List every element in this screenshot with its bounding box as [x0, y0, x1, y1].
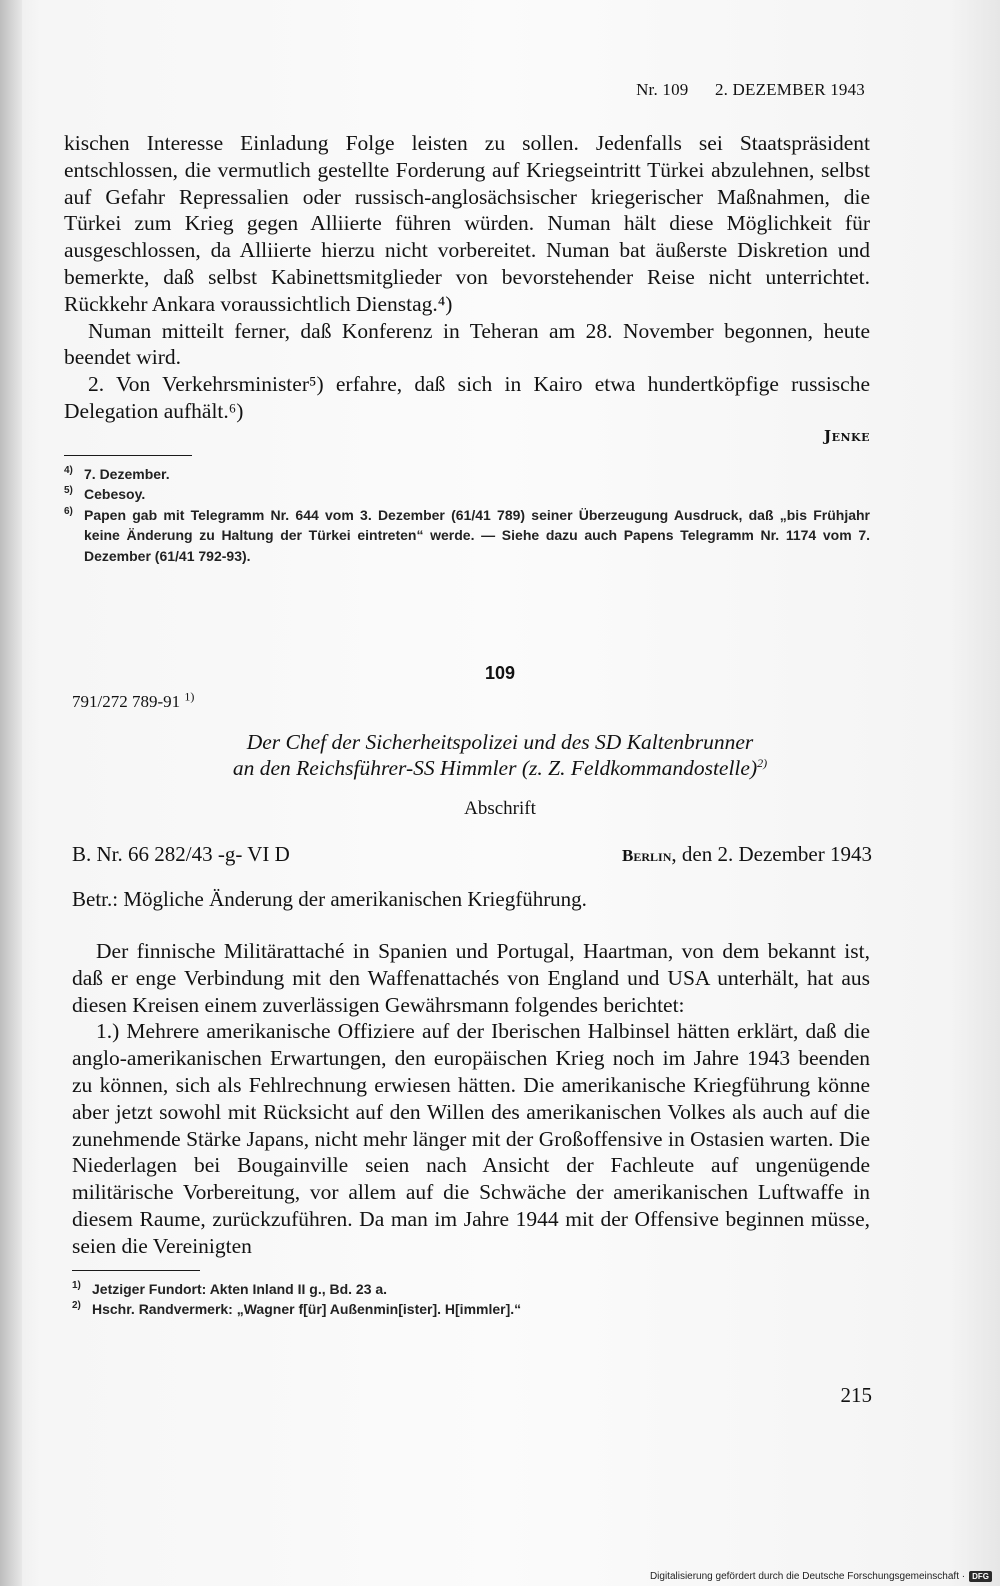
body-paragraph: 1.) Mehrere amerikanische Offiziere auf der Iberischen Halbinsel hätten erklärt, daß die anglo-amerikanischen Erwartungen, den europäischen Krieg noch im Jahre 1943 beenden zu können, sich als Fehlrechnung erwiesen hätten. Die amerikanische Kriegführung könne aber jetzt sowohl mit Rücksicht auf den Willen des amerikanischen Volkes als auch auf die zunehmende Stärke Japans, nicht mehr länger mit der Großoffensive in Ostasien warten. Die Niederlagen bei Bougainville seien nach Ansicht der Fachleute auf ungenügende militärische Vorbereitung, vor allem auf die Schwäche der amerikanischen Luftwaffe in diesem Raume, zurückzuführen. Da man im Jahre 1944 mit der Offensive beginnen müsse, seien die Vereinigten [72, 1019, 870, 1258]
page-gutter-shadow [0, 0, 22, 1586]
footnote-number: 2) [72, 1300, 81, 1312]
body-paragraph: Der finnische Militärattaché in Spanien und Portugal, Haartman, von dem bekannt ist, daß er enge Verbindung mit den Waffenattachés von England und USA unterhält, hat aus diesen Kreisen einem zuverlässigen Gewährsmann folgendes berichtet: [72, 939, 870, 1017]
running-header [614, 80, 865, 100]
footnote-number: 5) [64, 485, 73, 497]
footnote [64, 484, 870, 505]
archive-ref-note: 1) [184, 689, 195, 704]
footnote [64, 505, 870, 567]
document-body [72, 938, 870, 1320]
dfg-logo-icon: DFG [969, 1571, 992, 1582]
header-date: 2. DEZEMBER 1943 [714, 80, 865, 99]
title-line-text: an den Reichsführer-SS Himmler (z. Z. Feldkommandostelle) [232, 756, 758, 780]
header-doc-number: Nr. 109 [636, 80, 689, 99]
digitization-text: Digitalisierung gefördert durch die Deutsche Forschungsgemeinschaft · [649, 1571, 966, 1582]
body-paragraph: 2. Von Verkehrsminister⁵) erfahre, daß sich in Kairo etwa hundertköpfige russische Delegation aufhält.⁶) [64, 372, 870, 423]
archive-ref-text: 791/272 789-91 [72, 692, 181, 711]
signature: Jenke [824, 426, 870, 445]
footnote-text: Papen gab mit Telegramm Nr. 644 vom 3. Dezember (61/41 789) seiner Überzeugung Ausdruck, daß „bis Frühjahr keine Änderung zu Haltung der Türkei eintreten“ werde. — Siehe dazu auch Papens Telegramm Nr. 1174 vom 7. Dezember (61/41 792-93). [84, 506, 870, 564]
document-number: 109 [484, 663, 516, 683]
previous-document-continuation [64, 130, 870, 566]
footnote-text: Jetziger Fundort: Akten Inland II g., Bd. 23 a. [92, 1280, 388, 1297]
title-line: Der Chef der Sicherheitspolizei und des SD Kaltenbrunner [246, 730, 754, 754]
footnote [72, 1279, 870, 1300]
archive-reference [72, 689, 195, 712]
body-paragraph: Numan mitteilt ferner, daß Konferenz in Teheran am 28. November begonnen, heute beendet wird. [64, 318, 870, 370]
footnote-rule [64, 455, 192, 456]
footnote-text: 7. Dezember. [84, 465, 170, 482]
place-date [622, 842, 872, 867]
footnote-text: Cebesoy. [84, 486, 146, 503]
date-text: , den 2. Dezember 1943 [671, 842, 872, 866]
footnote-rule [72, 1270, 200, 1271]
subject-line: Betr.: Mögliche Änderung der amerikanischen Kriegführung. [72, 887, 587, 911]
reference-line [72, 842, 872, 867]
footnote-number: 4) [64, 464, 73, 476]
page-number: 215 [840, 1383, 872, 1407]
title-line [0, 755, 1000, 781]
document-title [0, 729, 1000, 781]
title-note: 2) [757, 755, 768, 770]
digitization-note [650, 1571, 992, 1582]
copy-label: Abschrift [464, 798, 536, 819]
footnote-number: 6) [64, 505, 73, 517]
footnote-number: 1) [72, 1279, 81, 1291]
city: Berlin [622, 846, 672, 865]
body-paragraph: kischen Interesse Einladung Folge leisten zu sollen. Jedenfalls sei Staatspräsident entschlossen, die vermutlich gestellte Forderung auf Kriegseintritt Türkei abzulehnen, selbst auf Gefahr Repressalien oder russisch-anglosächsischer kriegerischer Maßnahmen, die Türkei zum Krieg gegen Alliierte führen würden. Numan hält diese Möglichkeit für ausgeschlossen, da Alliierte hierzu nicht vorbereitet. Numan bat äußerste Diskretion und bemerkte, daß selbst Kabinettsmitglieder von bevorstehender Reise nicht unterrichtet. Rückkehr Ankara voraussichtlich Dienstag.⁴) [64, 131, 870, 316]
footnote-text: Hschr. Randvermerk: „Wagner f[ür] Außenmin[ister]. H[immler].“ [92, 1301, 522, 1318]
footnote [72, 1299, 870, 1320]
footnote [64, 464, 870, 485]
reference-number: B. Nr. 66 282/43 -g- VI D [72, 842, 290, 866]
